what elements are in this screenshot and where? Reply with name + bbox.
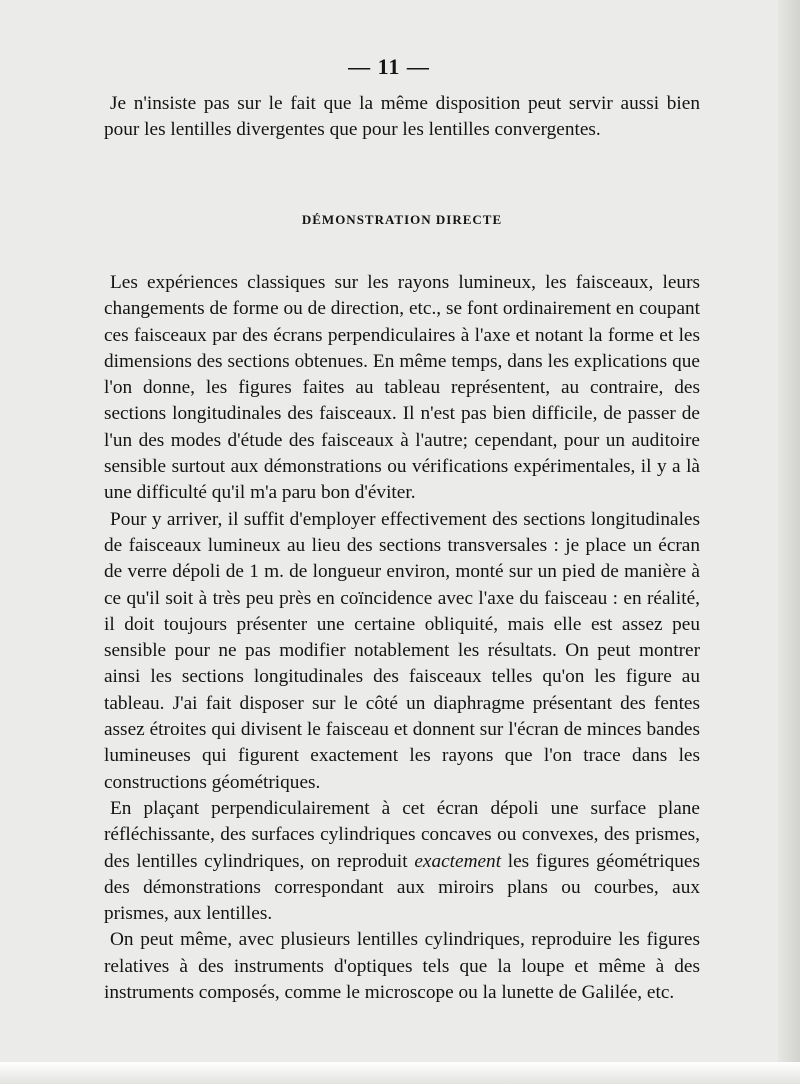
text-run: les figures géométriques des démonstrations correspondant aux miroirs plans ou courbes, aux prismes, aux lentilles. [104,850,700,925]
paragraph-mirrors [104,796,700,927]
body-text [104,270,700,1006]
paragraph: On peut même, avec plusieurs lentilles cylindriques, reproduire les figures relatives à des instruments d'optiques tels que la loupe et même à des instruments composés, comme le microscope ou la lunette de Galilée, etc. [104,929,700,1004]
emphasis-text: exactement [414,850,502,872]
text-run: En plaçant perpendiculairement à cet écran dépoli une surface plane réfléchissante, des surfaces cylindriques concaves ou convexes, des prismes, des lentilles cylindriques, on reproduit [104,797,700,872]
scan-border [0,1062,800,1084]
page-number: — 11 — [348,54,430,79]
scan-border [778,0,800,1084]
paragraph: Pour y arriver, il suffit d'employer effectivement des sections longitudinales de faisceaux lumineux au lieu des sections transversales : je place un écran de verre dépoli de 1 m. de longueur environ, monté sur un pied de manière à ce qu'il soit à très peu près en coïncidence avec l'axe du faisceau : en réalité, il doit toujours présenter une certaine obliquité, mais elle est assez peu sensible pour ne pas modifier notablement les résultats. On peut montrer ainsi les sections longitudinales des faisceaux telles qu'on les figure au tableau. J'ai fait disposer sur le côté un diaphragme présentant des fentes assez étroites qui divisent le faisceau et donnent sur l'écran de minces bandes lumineuses qui figurent exactement les rayons que l'on trace dans les constructions géométriques. [104,508,700,793]
paragraph: Je n'insiste pas sur le fait que la même disposition peut servir aussi bien pour les lentilles divergentes que pour les lentilles convergentes. [104,93,700,141]
intro-text [104,91,700,144]
section-heading: DÉMONSTRATION DIRECTE [301,212,503,227]
paragraph: Les expériences classiques sur les rayons lumineux, les faisceaux, leurs changements de forme ou de direction, etc., se font ordinairement en coupant ces faisceaux par des écrans perpendiculaires à l'axe et notant la forme et les dimensions des sections obtenues. En même temps, dans les explications que l'on donne, les figures faites au tableau représentent, au contraire, des sections longitudinales des faisceaux. Il n'est pas bien difficile, de passer de l'un des modes d'étude des faisceaux à l'autre; cependant, pour un auditoire sensible surtout aux démonstrations ou vérifications expérimentales, il y a là une difficulté qu'il m'a paru bon d'éviter. [104,272,700,504]
